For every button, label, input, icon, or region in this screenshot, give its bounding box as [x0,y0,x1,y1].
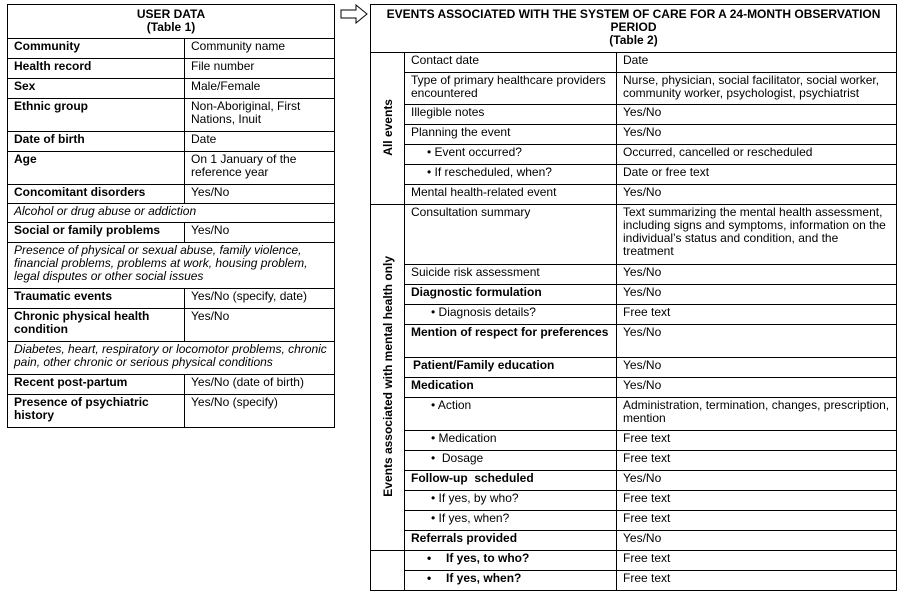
table-row [371,305,897,325]
table-row [8,59,335,79]
row-value: Yes/No [617,471,897,491]
group-label-empty [371,551,405,591]
row-label: Concomitant disorders [8,185,185,204]
row-value: Free text [617,511,897,531]
row-label: Diagnostic formulation [405,285,617,305]
row-label: Referrals provided [405,531,617,551]
table-row [371,511,897,531]
table-row [8,289,335,309]
table-row [8,39,335,59]
table-row [8,99,335,132]
table-row [371,125,897,145]
table1-header [8,5,335,39]
table-row [371,145,897,165]
table-note-row [8,342,335,375]
table-row [371,165,897,185]
row-label: Mental health-related event [405,185,617,205]
row-value: Yes/No [617,265,897,285]
row-label: Consultation summary [405,205,617,265]
table-row [371,531,897,551]
row-label: Traumatic events [8,289,185,309]
row-note: Alcohol or drug abuse or addiction [8,204,335,223]
row-label: Community [8,39,185,59]
group-label-mental-health [371,205,405,551]
row-value: Yes/No [617,185,897,205]
row-value: Text summarizing the mental health assessment, including signs and symptoms, information on the individual’s status and condition, and the treatment [617,205,897,265]
row-value: Yes/No [617,105,897,125]
row-label: Planning the event [405,125,617,145]
table-row [371,285,897,305]
row-value: Nurse, physician, social facilitator, social worker, community worker, psychologist, psychiatrist [617,73,897,105]
table-row [371,325,897,358]
row-label: Medication [405,378,617,398]
table-row [371,551,897,571]
row-value: Free text [617,491,897,511]
row-label-text: If yes, when? [446,571,522,585]
row-label: • Action [405,398,617,431]
row-label: Follow-up scheduled [405,471,617,491]
row-value: Yes/No [617,285,897,305]
table-row [8,375,335,395]
row-label: Type of primary healthcare providers encountered [405,73,617,105]
row-label-text: If yes, to who? [446,551,530,565]
row-label: Presence of psychiatric history [8,395,185,428]
row-value: Yes/No [185,223,335,243]
table-row [8,79,335,99]
row-value: Yes/No [185,309,335,342]
row-value: Yes/No (date of birth) [185,375,335,395]
row-value: Free text [617,451,897,471]
bullet-icon: • [427,551,432,565]
table-row [371,205,897,265]
row-label: Age [8,152,185,185]
table-row [371,471,897,491]
row-label: • If yes, when? [405,511,617,531]
table-row [8,223,335,243]
row-value: Free text [617,551,897,571]
row-value: Free text [617,571,897,591]
row-label: Illegible notes [405,105,617,125]
table2-title-line2: PERIOD [610,20,657,34]
table-row [8,309,335,342]
table-row [371,491,897,511]
row-label: • If rescheduled, when? [405,165,617,185]
row-label: • Dosage [405,451,617,471]
group-label-text: All events [380,98,395,156]
user-data-table [7,4,335,428]
events-table [370,4,897,591]
table-row [371,378,897,398]
row-label: Patient/Family education [405,358,617,378]
row-label: Ethnic group [8,99,185,132]
row-value: Community name [185,39,335,59]
row-label: Chronic physical health condition [8,309,185,342]
row-value: Date or free text [617,165,897,185]
table-row [8,132,335,152]
table1-title: USER DATA [136,7,206,21]
row-value: Yes/No [185,185,335,204]
row-value: Non-Aboriginal, First Nations, Inuit [185,99,335,132]
row-value: Yes/No [617,378,897,398]
row-value: Occurred, cancelled or rescheduled [617,145,897,165]
bullet-icon: • [427,571,432,585]
table-row [371,105,897,125]
row-value: Free text [617,431,897,451]
right-arrow-icon [340,4,368,24]
table-note-row [8,204,335,223]
group-label-text: Events associated with mental health only [380,255,395,497]
row-label [405,571,617,591]
row-value: Yes/No [617,325,897,358]
row-value: Yes/No [617,358,897,378]
row-value: Yes/No [617,125,897,145]
table-row [371,265,897,285]
row-value: Yes/No (specify, date) [185,289,335,309]
table-row [8,395,335,428]
row-note: Diabetes, heart, respiratory or locomotor problems, chronic pain, other chronic or serious physical conditions [8,342,335,375]
row-label: Health record [8,59,185,79]
row-value: Date [185,132,335,152]
row-value: Male/Female [185,79,335,99]
table-row [8,185,335,204]
table-row [8,152,335,185]
table-row [371,451,897,471]
row-label [405,551,617,571]
table-row [371,398,897,431]
row-label: • Event occurred? [405,145,617,165]
row-label: • If yes, by who? [405,491,617,511]
row-label: Sex [8,79,185,99]
row-label: • Diagnosis details? [405,305,617,325]
table-row [371,358,897,378]
row-value: On 1 January of the reference year [185,152,335,185]
table-row [371,571,897,591]
row-label: Social or family problems [8,223,185,243]
row-label: Date of birth [8,132,185,152]
table2-title-line1: EVENTS ASSOCIATED WITH THE SYSTEM OF CARE FOR A 24-MONTH OBSERVATION [386,7,881,21]
table1-subtitle: (Table 1) [146,20,196,34]
row-value: Yes/No (specify) [185,395,335,428]
row-label: • Medication [405,431,617,451]
table-row [371,185,897,205]
row-label: Recent post-partum [8,375,185,395]
table-note-row [8,243,335,289]
row-value: File number [185,59,335,79]
row-value: Administration, termination, changes, prescription, mention [617,398,897,431]
row-value: Free text [617,305,897,325]
row-value: Date [617,53,897,73]
table-row [371,73,897,105]
row-label: Contact date [405,53,617,73]
table-row [371,53,897,73]
table2-header [371,5,897,53]
table2-subtitle: (Table 2) [609,33,658,47]
group-label-all-events [371,53,405,205]
row-label: Suicide risk assessment [405,265,617,285]
row-note: Presence of physical or sexual abuse, family violence, financial problems, problems at work, housing problem, legal disputes or other social issues [8,243,335,289]
row-value: Yes/No [617,531,897,551]
table-row [371,431,897,451]
row-label: Mention of respect for preferences [405,325,617,358]
